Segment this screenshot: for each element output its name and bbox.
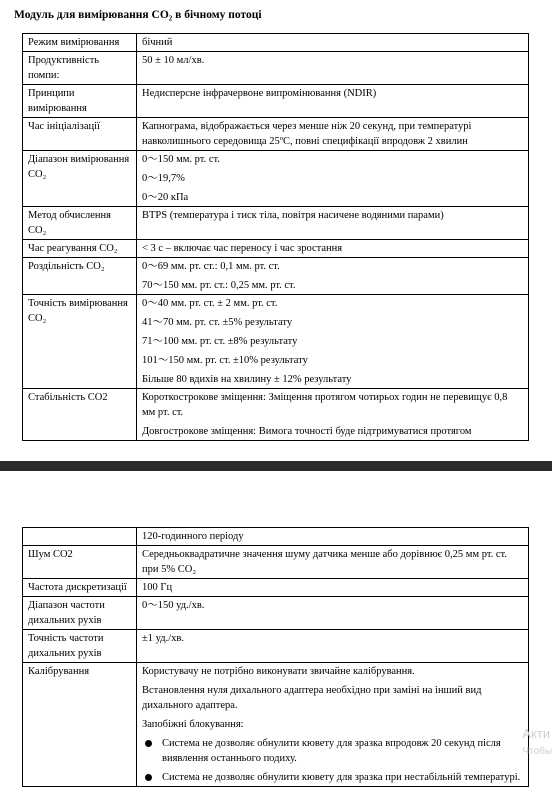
spec-value-line: < 3 с – включає час переносу і час зростання xyxy=(142,243,343,254)
spec-label: Принципи вимірювання xyxy=(23,85,137,118)
spec-value xyxy=(137,528,529,546)
spec-value-line: 0～69 мм. рт. ст.: 0,1 мм. рт. ст. xyxy=(142,261,280,272)
spec-value-line: BTPS (температура і тиск тіла, повітря насичене водяними парами) xyxy=(142,210,444,221)
table-row xyxy=(23,151,529,207)
spec-value-line: Короткострокове зміщення: Зміщення протягом чотирьох годин не перевищує 0,8 мм рт. ст. xyxy=(142,392,508,418)
table-row xyxy=(23,85,529,118)
spec-label: Режим вимірювання xyxy=(23,34,137,52)
table-row xyxy=(23,389,529,441)
bullet-icon xyxy=(145,774,152,781)
spec-value-line: Встановлення нуля дихального адаптера необхідно при заміні на інший вид дихального адаптера. xyxy=(142,685,482,711)
table-row xyxy=(23,118,529,151)
spec-value xyxy=(137,34,529,52)
spec-label: Час ініціалізації xyxy=(23,118,137,151)
table-row xyxy=(23,663,529,787)
spec-value xyxy=(137,240,529,258)
spec-value xyxy=(137,52,529,85)
spec-label xyxy=(23,528,137,546)
table-row xyxy=(23,579,529,597)
bullet-list xyxy=(142,736,523,785)
spec-label: Діапазон частоти дихальних рухів xyxy=(23,597,137,630)
spec-label: Час реагування CO₂ xyxy=(23,240,137,258)
spec-value-line: 120-годинного періоду xyxy=(142,531,244,542)
list-item xyxy=(142,770,523,785)
spec-value-line: 70～150 мм. рт. ст.: 0,25 мм. рт. ст. xyxy=(142,280,296,291)
spec-value-line: ±1 уд./хв. xyxy=(142,633,184,644)
spec-value-line: Довгострокове зміщення: Вимога точності буде підтримуватися протягом xyxy=(142,426,472,437)
spec-value-line: 41～70 мм. рт. ст. ±5% результату xyxy=(142,317,293,328)
spec-label: Роздільність CO₂ xyxy=(23,258,137,295)
table-row xyxy=(23,52,529,85)
spec-label: Продуктивність помпи: xyxy=(23,52,137,85)
spec-value-line: 50 ± 10 мл/хв. xyxy=(142,55,205,66)
table-row xyxy=(23,630,529,663)
activation-watermark xyxy=(522,725,552,761)
watermark-line-1: Акти xyxy=(522,726,551,741)
spec-value-line: 0～40 мм. рт. ст. ± 2 мм. рт. ст. xyxy=(142,298,278,309)
watermark-line-2: Чтобы xyxy=(522,746,552,757)
spec-label: Точність частоти дихальних рухів xyxy=(23,630,137,663)
spec-table-1 xyxy=(22,33,529,441)
spec-value-line: Більше 80 вдихів на хвилину ± 12% результату xyxy=(142,374,352,385)
spec-value xyxy=(137,85,529,118)
spec-value xyxy=(137,151,529,207)
spec-value-line: 100 Гц xyxy=(142,582,173,593)
spec-value-line: Капнограма, відображається через менше ніж 20 секунд, при температурі навколишнього середовища 25ºC, повні специфікації впродовж 2 хвилин xyxy=(142,121,472,147)
spec-value-line: 0～150 уд./хв. xyxy=(142,600,205,611)
spec-value-line: 101～150 мм. рт. ст. ±10% результату xyxy=(142,355,308,366)
spec-value-line: Користувачу не потрібно виконувати звичайне калібрування. xyxy=(142,666,415,677)
spec-value xyxy=(137,630,529,663)
spec-value xyxy=(137,207,529,240)
spec-label: Точність вимірювання CO₂ xyxy=(23,295,137,389)
spec-value-line: 0～19,7% xyxy=(142,173,185,184)
spec-label: Діапазон вимірювання CO₂ xyxy=(23,151,137,207)
table-row xyxy=(23,295,529,389)
spec-value-line: Середньоквадратичне значення шуму датчика менше або дорівнює 0,25 мм рт. ст. при 5% CO₂ xyxy=(142,549,507,575)
spec-value xyxy=(137,663,529,787)
spec-label: Частота дискретизації xyxy=(23,579,137,597)
spec-value-line: 71～100 мм. рт. ст. ±8% результату xyxy=(142,336,298,347)
spec-value-line: 0～150 мм. рт. ст. xyxy=(142,154,220,165)
page-title: Модуль для вимірювання CO₂ в бічному потоці xyxy=(14,9,262,21)
spec-value xyxy=(137,597,529,630)
spec-value-line: Запобіжні блокування: xyxy=(142,719,244,730)
table-row xyxy=(23,207,529,240)
spec-value xyxy=(137,258,529,295)
spec-label: Стабільність CO2 xyxy=(23,389,137,441)
bullet-text: Система не дозволяє обнулити кювету для зразка при нестабільній температурі. xyxy=(162,772,521,783)
table-row xyxy=(23,258,529,295)
list-item xyxy=(142,736,523,766)
table-row xyxy=(23,597,529,630)
spec-label: Шум CO2 xyxy=(23,546,137,579)
spec-table-2 xyxy=(22,527,529,787)
spec-value-line: Недисперсне інфрачервоне випромінювання (NDIR) xyxy=(142,88,377,99)
spec-value xyxy=(137,118,529,151)
table-row xyxy=(23,34,529,52)
spec-value-line: бічний xyxy=(142,37,173,48)
spec-value-line: 0～20 кПа xyxy=(142,192,189,203)
page-separator xyxy=(0,461,552,471)
table-row xyxy=(23,546,529,579)
spec-value xyxy=(137,389,529,441)
table-row xyxy=(23,240,529,258)
spec-label: Метод обчислення CO₂ xyxy=(23,207,137,240)
bullet-text: Система не дозволяє обнулити кювету для зразка впродовж 20 секунд після виявлення останнього подиху. xyxy=(162,738,501,764)
spec-label: Калібрування xyxy=(23,663,137,787)
spec-value xyxy=(137,295,529,389)
table-row xyxy=(23,528,529,546)
spec-value xyxy=(137,546,529,579)
bullet-icon xyxy=(145,740,152,747)
spec-value xyxy=(137,579,529,597)
